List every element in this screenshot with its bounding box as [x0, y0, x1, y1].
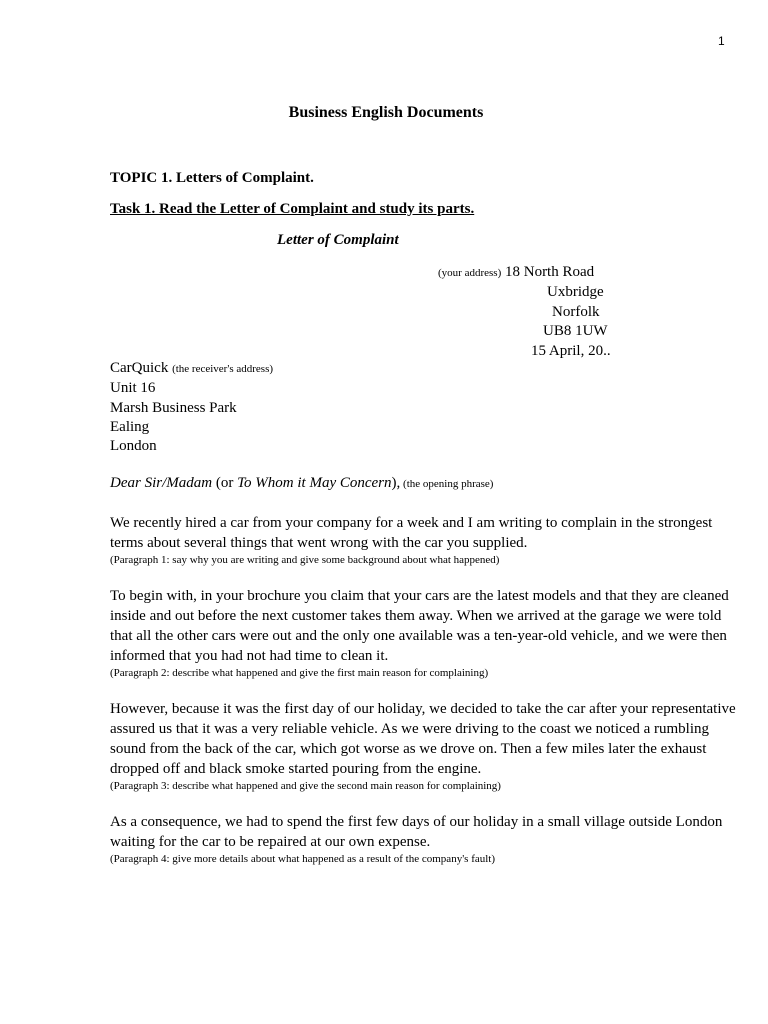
greeting — [110, 475, 493, 492]
topic-heading: TOPIC 1. Letters of Complaint. — [110, 170, 314, 186]
greeting-or-open: (or — [212, 475, 238, 491]
receiver-address-line: Ealing — [110, 418, 150, 435]
page-number: 1 — [718, 34, 725, 48]
receiver-address-line: Unit 16 — [110, 380, 156, 397]
receiver-name-line — [110, 359, 273, 379]
paragraph-3 — [110, 699, 742, 794]
sender-postcode: UB8 1UW — [543, 323, 608, 340]
sender-town: Uxbridge — [547, 284, 604, 301]
paragraph-note: (Paragraph 4: give more details about what happened as a result of the company's fault) — [110, 853, 496, 865]
paragraph-text: To begin with, in your brochure you claim that your cars are the latest models and that they are cleaned inside and out before the next customer takes them away. When we arrived at the garage we were told that all the other cars were out and the only one available was a ten-year-old vehicle, and we were then informed that you had not had time to clean it. — [110, 588, 729, 664]
letter-date: 15 April, 20.. — [531, 342, 611, 359]
receiver-address-line: Marsh Business Park — [110, 399, 237, 416]
letter-heading: Letter of Complaint — [277, 232, 399, 248]
receiver-name: CarQuick — [110, 360, 169, 376]
paragraph-text: We recently hired a car from your company for a week and I am writing to complain in the strongest terms about several things that went wrong with the car you supplied. — [110, 515, 713, 551]
paragraph-4 — [110, 812, 742, 867]
paragraph-2 — [110, 586, 742, 681]
salutation: Dear Sir/Madam — [110, 475, 213, 491]
paragraph-1 — [110, 513, 742, 568]
sender-address-line — [438, 263, 768, 283]
greeting-label: (the opening phrase) — [400, 478, 494, 490]
paragraph-text: As a consequence, we had to spend the first few days of our holiday in a small village outside London waiting for the car to be repaired at our own expense. — [110, 814, 723, 850]
receiver-address-line: London — [110, 438, 157, 455]
task-heading: Task 1. Read the Letter of Complaint and study its parts. — [110, 201, 475, 217]
sender-address-label: (your address) — [438, 267, 502, 279]
greeting-or-close: ), — [391, 475, 401, 491]
sender-street: 18 North Road — [504, 264, 595, 280]
paragraph-text: However, because it was the first day of our holiday, we decided to take the car after your representative assured us that it was a very reliable vehicle. As we were driving to the coast we noticed a rumbling sound from the back of the car, which got worse as we drove on. Then a few miles later the exhaust dropped off and black smoke started pouring from the engine. — [110, 701, 736, 777]
paragraph-note: (Paragraph 2: describe what happened and give the first main reason for complaining) — [110, 667, 489, 679]
alternative-salutation: To Whom it May Concern — [237, 475, 392, 491]
sender-county: Norfolk — [552, 303, 600, 320]
paragraph-note: (Paragraph 1: say why you are writing and give some background about what happened) — [110, 554, 500, 566]
paragraph-note: (Paragraph 3: describe what happened and give the second main reason for complaining) — [110, 780, 501, 792]
receiver-address-label: (the receiver's address) — [172, 363, 274, 375]
sender-address — [420, 263, 768, 361]
document-title: Business English Documents — [288, 104, 484, 121]
receiver-address — [110, 359, 273, 456]
